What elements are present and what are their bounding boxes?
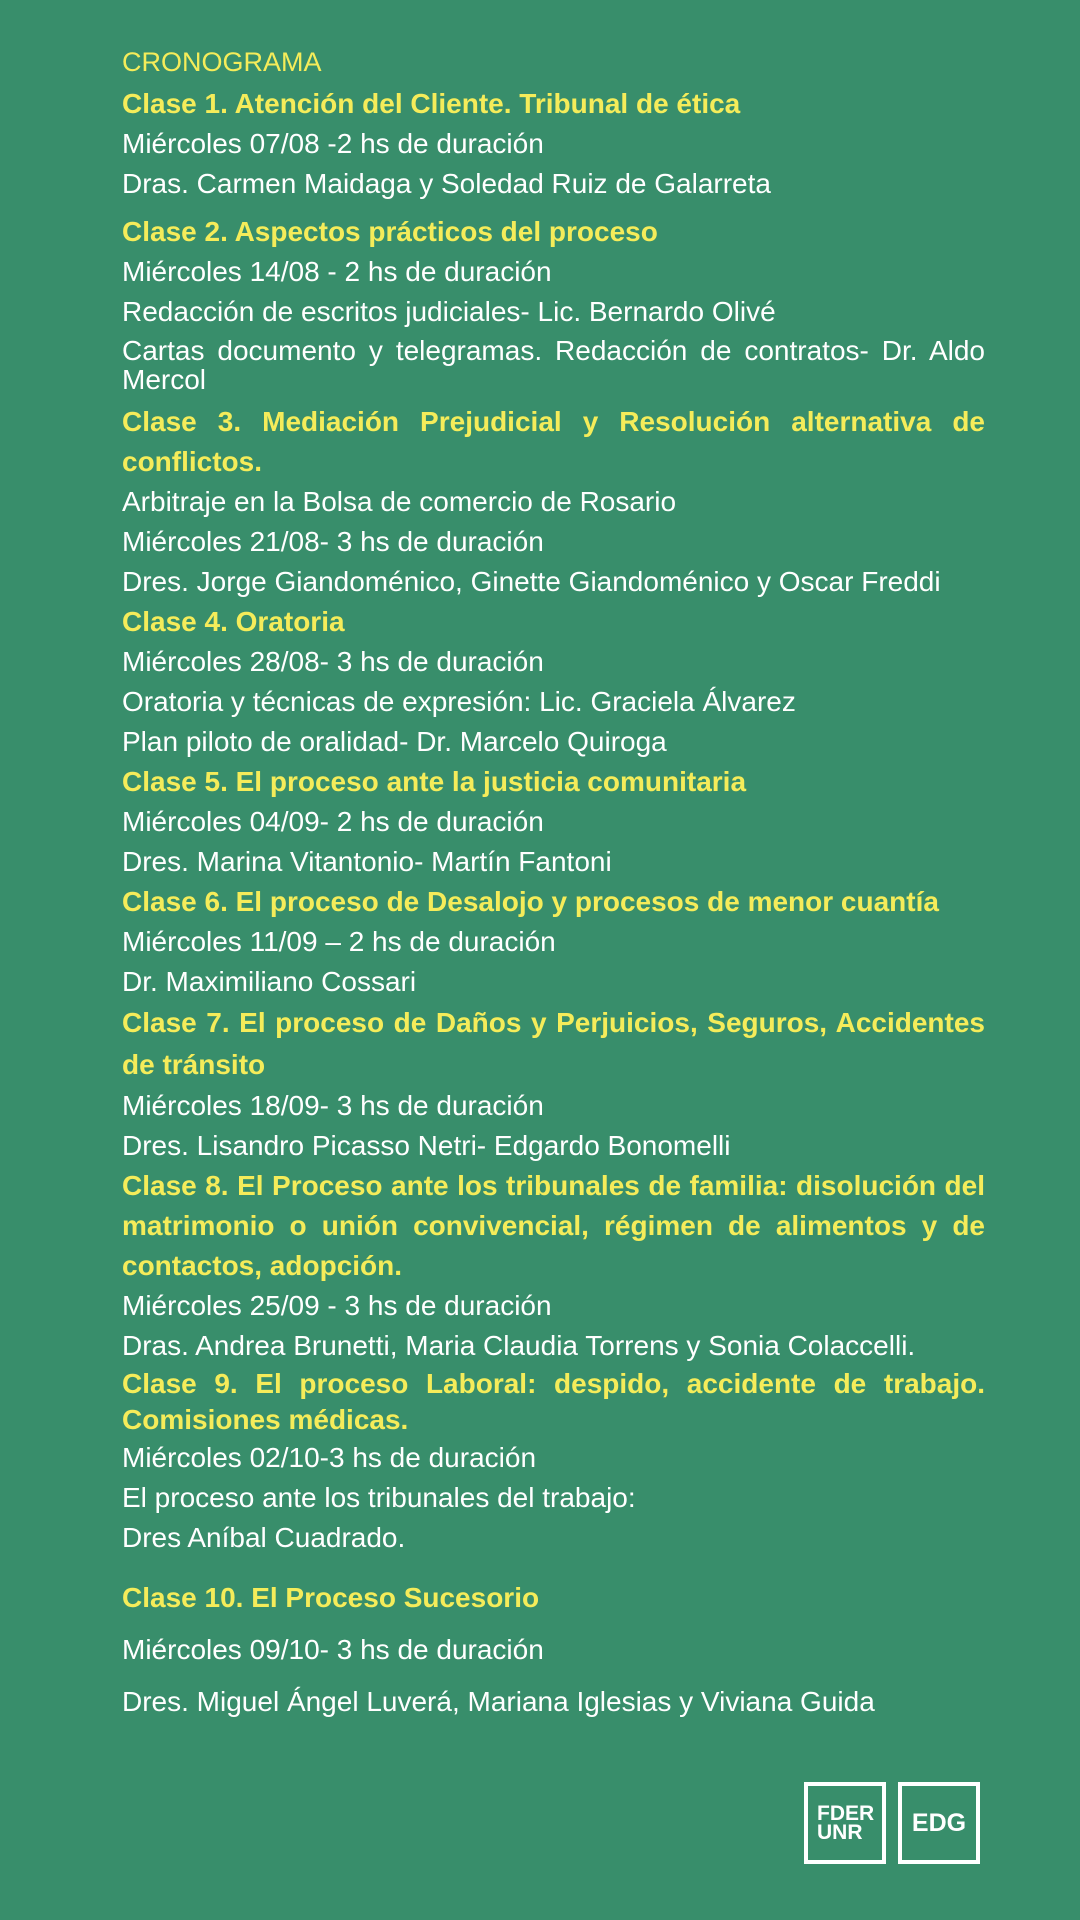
clase-3-title: Clase 3. Mediación Prejudicial y Resolución alternativa de conflictos. [122,406,985,477]
clase-8-speakers: Dras. Andrea Brunetti, Maria Claudia Torrens y Sonia Colaccelli. [122,1330,916,1361]
clase-4-topic-1: Oratoria y técnicas de expresión: Lic. Graciela Álvarez [122,686,796,717]
clase-10-speakers: Dres. Miguel Ángel Luverá, Mariana Iglesias y Viviana Guida [122,1686,875,1717]
clase-4-date: Miércoles 28/08- 3 hs de duración [122,646,544,677]
fder-unr-logo [804,1782,886,1864]
clase-9-title: Clase 9. El proceso Laboral: despido, accidente de trabajo. Comisiones médicas. [122,1368,985,1435]
fder-logo-line-2: UNR [817,1821,863,1844]
clase-9-speakers: Dres Aníbal Cuadrado. [122,1522,406,1553]
clase-9-topic: El proceso ante los tribunales del trabajo: [122,1482,636,1513]
fder-logo-line-1: FDER [817,1802,875,1825]
cronograma [122,44,985,1722]
edg-logo-text: EDG [911,1808,967,1837]
clase-3-speakers: Dres. Jorge Giandoménico, Ginette Giandoménico y Oscar Freddi [122,566,941,597]
footer-logos [804,1782,980,1864]
clase-5-date: Miércoles 04/09- 2 hs de duración [122,806,544,837]
clase-4-title: Clase 4. Oratoria [122,606,345,637]
clase-5-title: Clase 5. El proceso ante la justicia comunitaria [122,766,747,797]
clase-1-speakers: Dras. Carmen Maidaga y Soledad Ruiz de Galarreta [122,168,771,199]
clase-4-topic-2: Plan piloto de oralidad- Dr. Marcelo Quiroga [122,726,667,757]
clase-7-speakers: Dres. Lisandro Picasso Netri- Edgardo Bonomelli [122,1130,731,1161]
clase-6-title: Clase 6. El proceso de Desalojo y procesos de menor cuantía [122,886,939,917]
clase-6-date: Miércoles 11/09 – 2 hs de duración [122,926,556,957]
clase-1-date: Miércoles 07/08 -2 hs de duración [122,128,544,159]
clase-2-date: Miércoles 14/08 - 2 hs de duración [122,256,552,287]
clase-9-date: Miércoles 02/10-3 hs de duración [122,1442,537,1473]
clase-2-title: Clase 2. Aspectos prácticos del proceso [122,216,658,247]
clase-3-topic: Arbitraje en la Bolsa de comercio de Rosario [122,486,677,517]
clase-7-date: Miércoles 18/09- 3 hs de duración [122,1090,544,1121]
clase-2-topic-2: Cartas documento y telegramas. Redacción de contratos- Dr. Aldo Mercol [122,335,985,395]
clase-6-speakers: Dr. Maximiliano Cossari [122,966,417,997]
clase-2-topic-1: Redacción de escritos judiciales- Lic. Bernardo Olivé [122,296,776,327]
clase-3-date: Miércoles 21/08- 3 hs de duración [122,526,544,557]
page-heading: CRONOGRAMA [122,47,322,77]
clase-8-title: Clase 8. El Proceso ante los tribunales de familia: disolución del matrimonio o unión convivencial, régimen de alimentos y de contactos, adopción. [122,1170,985,1281]
clase-10-title: Clase 10. El Proceso Sucesorio [122,1582,540,1613]
clase-7-title: Clase 7. El proceso de Daños y Perjuicios, Seguros, Accidentes de tránsito [122,1007,985,1080]
edg-logo [898,1782,980,1864]
clase-10-date: Miércoles 09/10- 3 hs de duración [122,1634,544,1665]
clase-8-date: Miércoles 25/09 - 3 hs de duración [122,1290,552,1321]
clase-1-title: Clase 1. Atención del Cliente. Tribunal de ética [122,88,741,119]
clase-5-speakers: Dres. Marina Vitantonio- Martín Fantoni [122,846,612,877]
